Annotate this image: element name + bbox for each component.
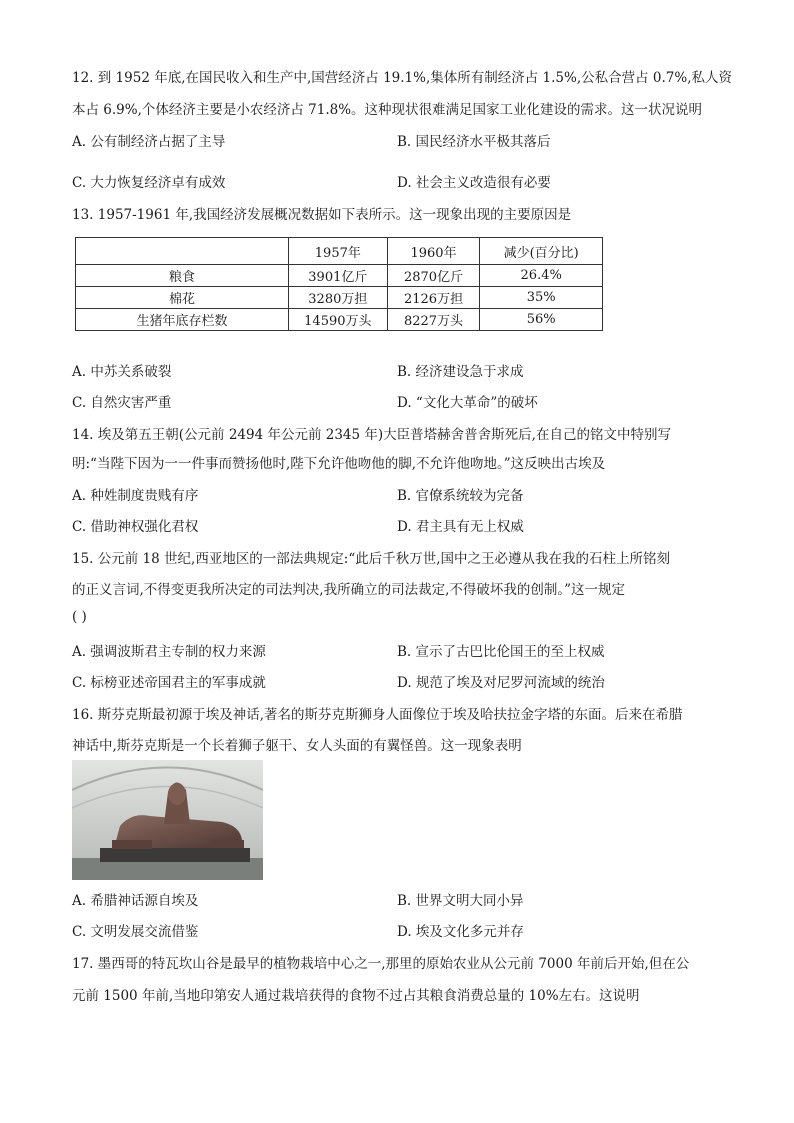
- q12-stem-line1: 12. 到 1952 年底,在国民收入和生产中,国营经济占 19.1%,集体所有制经济占 1.5%,公私合营占 0.7%,私人资: [72, 70, 733, 86]
- q16-option-b[interactable]: B. 世界文明大同小异: [397, 893, 524, 909]
- q16-option-d[interactable]: D. 埃及文化多元并存: [397, 924, 524, 940]
- sphinx-photo: [72, 760, 263, 880]
- table-row: [76, 265, 603, 287]
- q13-option-d[interactable]: D. “文化大革命”的破坏: [397, 395, 538, 411]
- q14-option-b[interactable]: B. 官僚系统较为完备: [397, 488, 524, 504]
- q12-option-d[interactable]: D. 社会主义改造很有必要: [397, 175, 551, 191]
- q16-stem-line2: 神话中,斯芬克斯是一个长着狮子躯干、女人头面的有翼怪兽。这一现象表明: [72, 738, 522, 754]
- table-cell: 3901亿斤: [288, 265, 387, 287]
- q15-option-c[interactable]: C. 标榜亚述帝国君主的军事成就: [72, 675, 266, 691]
- q17-stem-line1: 17. 墨西哥的特瓦坎山谷是最早的植物栽培中心之一,那里的原始农业从公元前 7000 年前后开始,但在公: [72, 956, 690, 972]
- table-cell: 26.4%: [480, 265, 603, 287]
- table-cell: 棉花: [76, 287, 289, 309]
- table-cell: 14590万头: [288, 309, 387, 331]
- q12-option-a[interactable]: A. 公有制经济占据了主导: [72, 134, 226, 150]
- q16-stem-line1: 16. 斯芬克斯最初源于埃及神话,著名的斯芬克斯狮身人面像位于埃及哈扶拉金字塔的东面。后来在希腊: [72, 707, 683, 723]
- q13-option-c[interactable]: C. 自然灾害严重: [72, 395, 172, 411]
- q12-stem-line2: 本占 6.9%,个体经济主要是小农经济占 71.8%。这种现状很难满足国家工业化建设的需求。这一状况说明: [72, 102, 703, 118]
- sphinx-photo-drawing: [72, 760, 263, 880]
- table-row: [76, 287, 603, 309]
- q17-stem-line2: 元前 1500 年前,当地印第安人通过栽培获得的食物不过占其粮食消费总量的 10%左右。这说明: [72, 988, 640, 1004]
- q15-stem-line1: 15. 公元前 18 世纪,西亚地区的一部法典规定:“此后千秋万世,国中之王必遵从我在我的石柱上所铭刻: [72, 551, 671, 567]
- table-cell: 35%: [480, 287, 603, 309]
- economy-data-table: [75, 237, 603, 331]
- q15-option-d[interactable]: D. 规范了埃及对尼罗河流域的统治: [397, 675, 605, 691]
- table-header-cell: 减少(百分比): [480, 238, 603, 265]
- q13-stem-line1: 13. 1957-1961 年,我国经济发展概况数据如下表所示。这一现象出现的主要原因是: [72, 207, 572, 223]
- q12-option-c[interactable]: C. 大力恢复经济卓有成效: [72, 175, 226, 191]
- table-row: [76, 309, 603, 331]
- q14-stem-line1: 14. 埃及第五王朝(公元前 2494 年公元前 2345 年)大臣普塔赫舍普舍斯死后,在自己的铭文中特别写: [72, 427, 671, 443]
- q15-option-b[interactable]: B. 宣示了古巴比伦国王的至上权威: [397, 644, 605, 660]
- q15-answer-bracket: ( ): [72, 609, 87, 625]
- table-header-cell: 1960年: [387, 238, 480, 265]
- q14-option-c[interactable]: C. 借助神权强化君权: [72, 519, 199, 535]
- table-cell: 生猪年底存栏数: [76, 309, 289, 331]
- q12-option-b[interactable]: B. 国民经济水平极其落后: [397, 134, 551, 150]
- q13-option-b[interactable]: B. 经济建设急于求成: [397, 364, 524, 380]
- q14-stem-line2: 明:“当陛下因为一一件事而赞扬他时,陛下允许他吻他的脚,不允许他吻地。”这反映出古埃及: [72, 456, 606, 472]
- q15-stem-line2: 的正义言词,不得变更我所决定的司法判决,我所确立的司法裁定,不得破坏我的创制。”这一规定: [72, 582, 626, 598]
- table-header-cell: 1957年: [288, 238, 387, 265]
- table-cell: 8227万头: [387, 309, 480, 331]
- table-header-row: [76, 238, 603, 265]
- table-cell: 3280万担: [288, 287, 387, 309]
- table-cell: 2870亿斤: [387, 265, 480, 287]
- q15-option-a[interactable]: A. 强调波斯君主专制的权力来源: [72, 644, 266, 660]
- table-header-cell: [76, 238, 289, 265]
- table-cell: 粮食: [76, 265, 289, 287]
- q16-option-c[interactable]: C. 文明发展交流借鉴: [72, 924, 199, 940]
- q13-option-a[interactable]: A. 中苏关系破裂: [72, 364, 172, 380]
- q14-option-d[interactable]: D. 君主具有无上权威: [397, 519, 524, 535]
- q14-option-a[interactable]: A. 种姓制度贵贱有序: [72, 488, 199, 504]
- q16-option-a[interactable]: A. 希腊神话源自埃及: [72, 893, 199, 909]
- table-cell: 56%: [480, 309, 603, 331]
- table-cell: 2126万担: [387, 287, 480, 309]
